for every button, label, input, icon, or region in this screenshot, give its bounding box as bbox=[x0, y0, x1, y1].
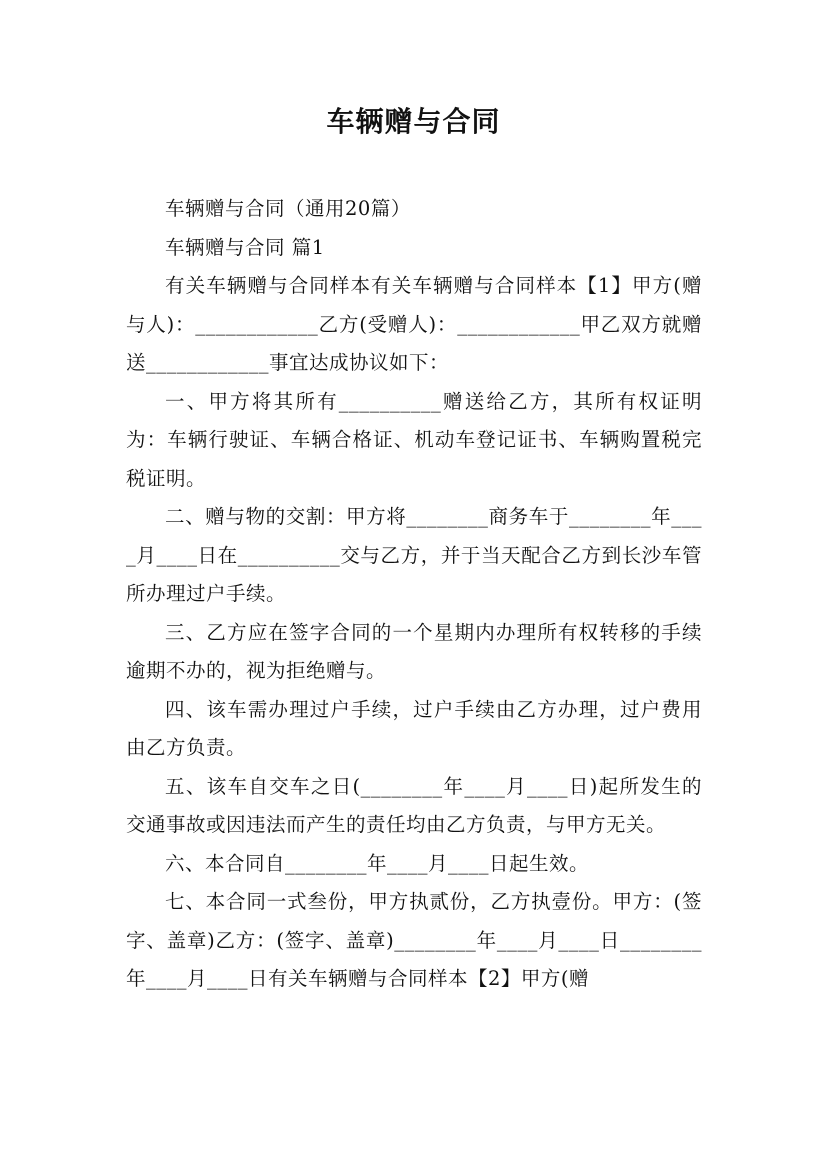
paragraph-section-heading: 车辆赠与合同 篇1 bbox=[165, 235, 325, 259]
paragraph-clause-2: 二、赠与物的交割：甲方将________商务车于________年____月____日在__________交与乙方，并于当天配合乙方到长沙车管所办理过户手续。 bbox=[126, 505, 702, 605]
document-title: 车辆赠与合同 bbox=[326, 105, 501, 138]
paragraph-subtitle: 车辆赠与合同（通用20篇） bbox=[165, 197, 411, 220]
paragraph-clause-6: 六、本合同自________年____月____日起生效。 bbox=[165, 851, 590, 875]
paragraph-clause-7: 七、本合同一式叁份，甲方执贰份，乙方执壹份。甲方：(签字、盖章)乙方：(签字、盖章)________年____月____日________年____月____日有关车辆赠与合同样本【2】甲方(赠 bbox=[126, 890, 702, 990]
paragraph-clause-3: 三、乙方应在签字合同的一个星期内办理所有权转移的手续逾期不办的，视为拒绝赠与。 bbox=[126, 620, 702, 682]
paragraph-clause-1: 一、甲方将其所有__________赠送给乙方，其所有权证明为：车辆行驶证、车辆合格证、机动车登记证书、车辆购置税完税证明。 bbox=[126, 389, 702, 490]
paragraph-clause-5: 五、该车自交车之日(________年____月____日)起所发生的交通事故或因违法而产生的责任均由乙方负责，与甲方无关。 bbox=[126, 774, 702, 836]
paragraph-intro: 有关车辆赠与合同样本有关车辆赠与合同样本【1】甲方(赠与人)：____________乙方(受赠人)：____________甲乙双方就赠送____________事宜达成协议如下： bbox=[126, 274, 702, 374]
paragraph-clause-4: 四、该车需办理过户手续，过户手续由乙方办理，过户费用由乙方负责。 bbox=[126, 697, 702, 759]
document-body bbox=[126, 190, 702, 999]
